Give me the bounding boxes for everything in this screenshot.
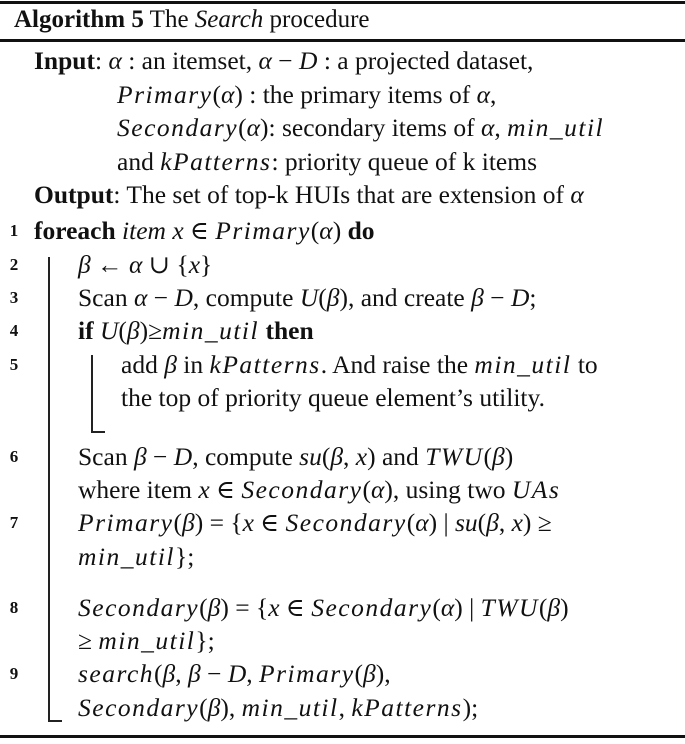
step-6-cont: where item x ∈ Secondary(α), using two UAs [78,475,561,504]
input-line-1: Input: α : an itemset, α − D : a projected dataset, [34,46,534,75]
step-3: Scan α − D, compute U(β), and create β − D; [78,283,537,312]
if-block-bar [91,355,93,432]
input-line-2: Primary(α) : the primary items of α, [117,80,497,109]
top-rule [0,1,685,4]
step-1: foreach item x ∈ Primary(α) do [34,216,375,245]
line-number: 5 [9,355,19,374]
algorithm-label: Algorithm 5 [14,6,144,33]
step-6: Scan β − D, compute su(β, x) and TWU(β) [78,442,514,471]
line-number: 3 [9,288,19,307]
step-2: β ← α ∪ {x} [78,250,213,279]
line-number: 7 [9,513,19,532]
step-4: if U(β)≥min_util then [78,316,314,345]
input-line-3: Secondary(α): secondary items of α, min_util [117,113,605,142]
algorithm-name: Search [194,6,264,33]
step-8: Secondary(β) = {x ∈ Secondary(α) | TWU(β) [78,593,569,622]
step-9: search(β, β − D, Primary(β), [78,659,391,688]
line-number: 9 [9,664,19,683]
step-7-cont: min_util}; [78,542,195,571]
step-5-cont: the top of priority queue element’s utility. [121,383,545,412]
line-number: 4 [9,321,19,340]
bottom-rule [0,735,685,738]
output-label: Output [34,180,114,209]
line-number: 8 [9,598,19,617]
if-block-end [91,431,105,433]
algorithm-caption: Algorithm 5 The Search procedure [14,6,370,33]
input-label: Input [34,46,95,75]
output-line: Output: The set of top-k HUIs that are extension of α [34,180,584,209]
input-line-4: and kPatterns: priority queue of k items [117,147,538,176]
step-8-cont: ≥ min_util}; [78,626,215,655]
line-number: 6 [9,447,19,466]
header-rule [0,39,685,42]
line-number: 1 [9,221,19,240]
step-9-cont: Secondary(β), min_util, kPatterns); [78,693,479,722]
step-5: add β in kPatterns. And raise the min_util to [121,350,598,379]
step-7: Primary(β) = {x ∈ Secondary(α) | su(β, x) ≥ [78,508,552,537]
line-number: 2 [9,255,19,274]
foreach-block-end [48,720,62,722]
foreach-block-bar [48,257,50,721]
